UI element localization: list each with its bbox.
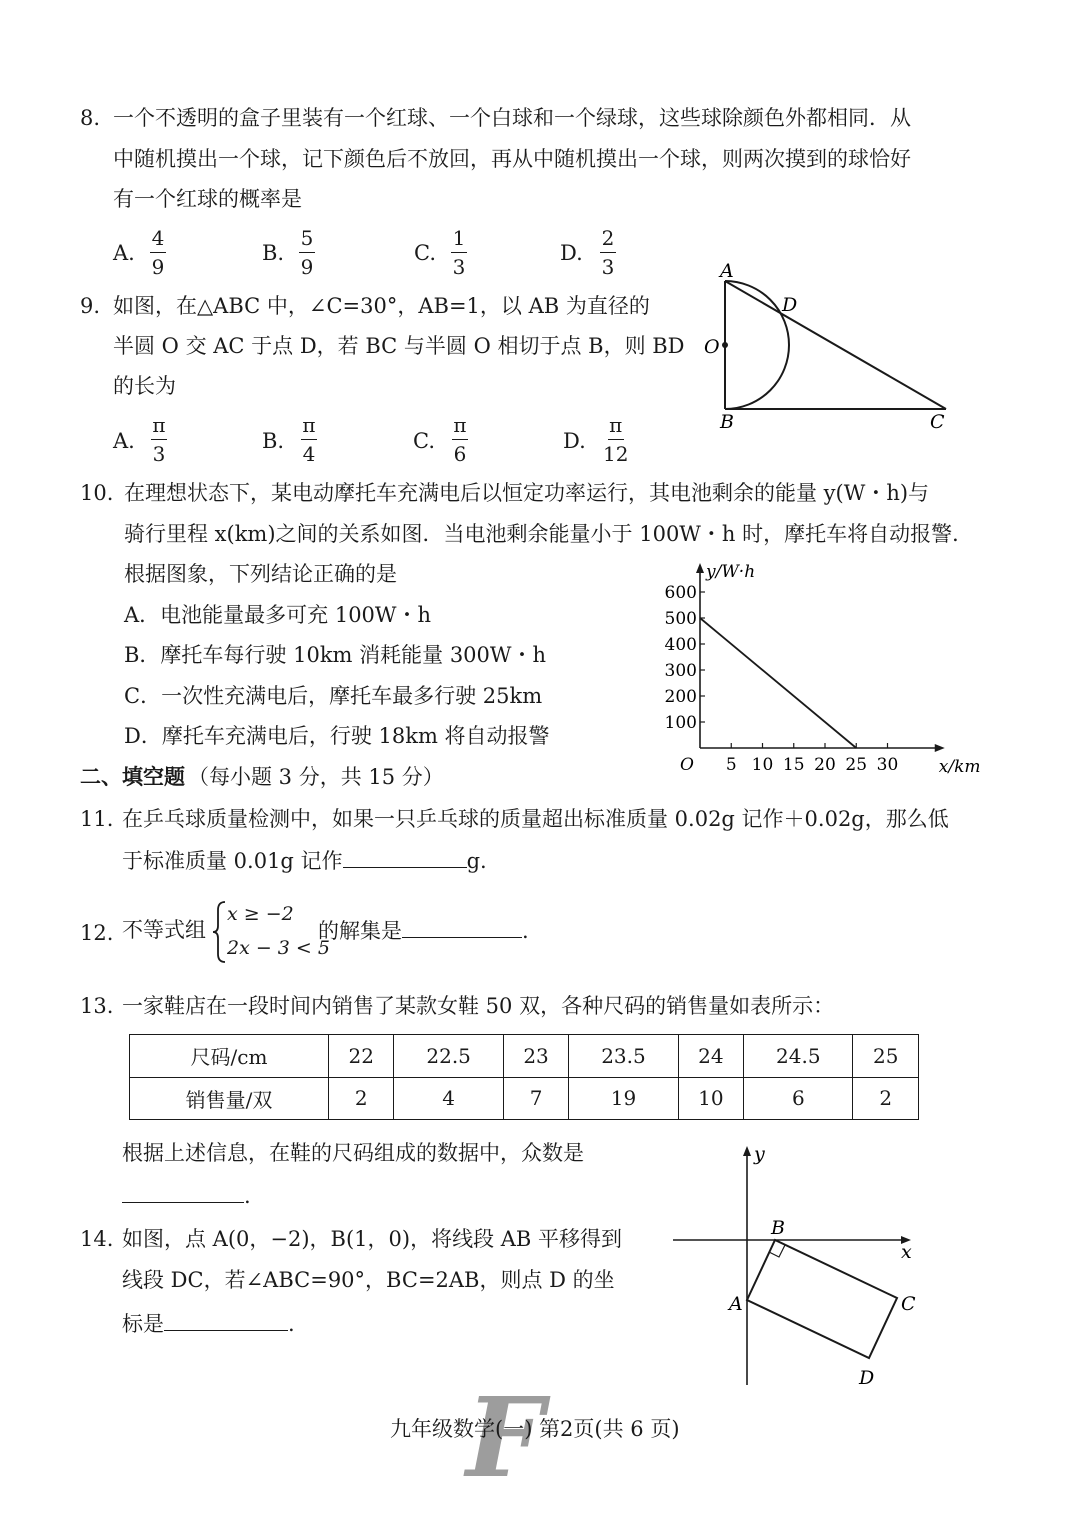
q9-option-d-fraction: π 12 (603, 413, 629, 466)
table-cell: 2 (329, 1077, 394, 1120)
q8-option-c-label: C. (414, 241, 436, 265)
q14-figure (665, 1140, 935, 1395)
row-header-sales: 销售量/双 (130, 1077, 329, 1120)
q12-pre: 不等式组 (122, 918, 206, 942)
page-footer: 九年级数学(一) 第2页(共 6 页) (390, 1417, 680, 1441)
q11-line2-post: g. (466, 849, 487, 873)
table-cell: 10 (678, 1077, 743, 1120)
table-cell: 22.5 (394, 1035, 503, 1078)
q9-line2: 半圆 O 交 AC 于点 D，若 BC 与半圆 O 相切于点 B，则 BD (113, 334, 685, 358)
table-cell: 6 (744, 1077, 853, 1120)
y-tick-label: 500 (664, 609, 697, 629)
x-tick-label: 5 (725, 755, 737, 775)
q13-answer-line (122, 1182, 251, 1209)
q9-option-a-fraction: π 3 (152, 413, 166, 466)
x-axis-arrow (935, 744, 945, 752)
section2-title: 二、填空题 (80, 764, 185, 789)
section2-note: （每小题 3 分，共 15 分） (188, 765, 444, 789)
q13-answer-blank[interactable] (122, 1182, 244, 1203)
row-header-size: 尺码/cm (130, 1035, 329, 1078)
y-tick-label: 100 (664, 713, 697, 733)
y-tick-label: 400 (664, 635, 697, 655)
q9-option-d-label: D. (563, 429, 586, 453)
label-d: D (782, 294, 798, 316)
q9-option-b-label: B. (262, 429, 285, 453)
q14-number: 14. (80, 1227, 114, 1251)
q8-option-b-fraction: 5 9 (300, 226, 314, 279)
y-axis-arrow (696, 563, 704, 573)
q12-inequality-2: 2x − 3 < 5 (227, 937, 330, 959)
chart-axes (680, 562, 981, 777)
q8-number: 8. (80, 106, 101, 130)
q10-option-a: A．电池能量最多可充 100W・h (124, 603, 432, 627)
q14-line1: 如图，点 A(0，−2)，B(1，0)，将线段 AB 平移得到 (122, 1227, 623, 1251)
label-a: A (720, 260, 734, 282)
table-cell: 7 (503, 1077, 568, 1120)
q14-line3-pre: 标是 (122, 1312, 164, 1336)
q9-line3: 的长为 (113, 374, 176, 398)
q14-line3 (122, 1310, 295, 1337)
series-line (700, 618, 856, 748)
q8-option-d-fraction: 2 3 (601, 226, 615, 279)
q9-option-a-label: A. (113, 429, 135, 453)
q12-number: 12. (80, 921, 114, 945)
label-o: O (704, 336, 720, 358)
q10-line1: 在理想状态下，某电动摩托车充满电后以恒定功率运行，其电池剩余的能量 y(W・h)与 (124, 481, 930, 505)
x-tick-label: 25 (845, 755, 868, 775)
table-cell: 24 (678, 1035, 743, 1078)
chart-series (700, 618, 856, 748)
q10-chart (655, 555, 981, 780)
q8-line2: 中随机摸出一个球，记下颜色后不放回，再从中随机摸出一个球，则两次摸到的球恰好 (113, 147, 911, 171)
watermark-logo: F (466, 1373, 545, 1502)
table-cell: 24.5 (744, 1035, 853, 1078)
q10-line2: 骑行里程 x(km)之间的关系如图．当电池剩余能量小于 100W・h 时，摩托车将自动报警． (124, 522, 974, 546)
q8-line1: 一个不透明的盒子里装有一个红球、一个白球和一个绿球，这些球除颜色外都相同．从 (113, 106, 911, 130)
q9-option-b-fraction: π 4 (302, 413, 316, 466)
q13-line2: 根据上述信息，在鞋的尺码组成的数据中，众数是 (122, 1141, 584, 1165)
segment-ac (725, 281, 946, 409)
q12-inequality-1: x ≥ −2 (227, 903, 294, 925)
parallelogram-abcd (747, 1240, 897, 1358)
table-row-sales (130, 1077, 919, 1120)
q13-end: . (244, 1184, 251, 1208)
label-b: B (720, 411, 734, 433)
q14-line2: 线段 DC，若∠ABC=90°，BC=2AB，则点 D 的坐 (122, 1268, 615, 1292)
label-d: D (859, 1367, 875, 1389)
q13-number: 13. (80, 994, 114, 1018)
q9-line1: 如图，在△ABC 中，∠C=30°，AB=1，以 AB 为直径的 (113, 294, 650, 318)
q9-number: 9. (80, 294, 101, 318)
q13-table (129, 1034, 919, 1120)
q11-answer-blank[interactable] (343, 847, 467, 868)
q12-brace (212, 900, 228, 964)
x-tick-label: 10 (751, 755, 774, 775)
q8-option-c-fraction: 1 3 (452, 226, 466, 279)
label-y: y (754, 1143, 765, 1165)
q11-line2-pre: 于标准质量 0.01g 记作 (122, 849, 343, 873)
q12-end: . (522, 919, 529, 943)
table-cell: 25 (853, 1035, 919, 1078)
label-b: B (771, 1217, 785, 1239)
table-cell: 22 (329, 1035, 394, 1078)
y-tick-label: 600 (664, 583, 697, 603)
q10-option-c: C．一次性充满电后，摩托车最多行驶 25km (124, 684, 543, 708)
q8-option-b-label: B. (262, 241, 285, 265)
q10-option-b: B．摩托车每行驶 10km 消耗能量 300W・h (124, 643, 547, 667)
q14-end: . (288, 1312, 295, 1336)
origin-label: O (680, 755, 694, 775)
q12-post: 的解集是 (318, 919, 402, 943)
q14-answer-blank[interactable] (164, 1310, 288, 1331)
q13-line1: 一家鞋店在一段时间内销售了某款女鞋 50 双，各种尺码的销售量如表所示： (122, 994, 835, 1018)
q9-option-c-label: C. (413, 429, 435, 453)
label-c: C (901, 1293, 916, 1315)
table-cell: 4 (394, 1077, 503, 1120)
y-tick-label: 300 (664, 661, 697, 681)
label-x: x (901, 1241, 912, 1263)
table-row-size (130, 1035, 919, 1078)
q8-option-a-fraction: 4 9 (151, 226, 165, 279)
q11-line2 (122, 847, 487, 874)
center-o-point (722, 342, 728, 348)
table-cell: 23 (503, 1035, 568, 1078)
x-tick-label: 20 (814, 755, 836, 775)
x-tick-label: 15 (782, 755, 805, 775)
q10-number: 10. (80, 481, 114, 505)
y-axis-arrow (743, 1146, 751, 1156)
q8-option-d-label: D. (560, 241, 583, 265)
q8-line3: 有一个红球的概率是 (113, 187, 302, 211)
x-tick-label: 30 (876, 755, 899, 775)
label-c: C (930, 411, 945, 433)
table-cell: 19 (569, 1077, 678, 1120)
table-cell: 2 (853, 1077, 919, 1120)
label-a: A (729, 1293, 743, 1315)
q12-answer-blank[interactable] (402, 917, 522, 938)
table-cell: 23.5 (569, 1035, 678, 1078)
x-axis-label: x/km (938, 757, 981, 777)
q10-line3: 根据图象，下列结论正确的是 (124, 562, 397, 586)
q10-option-d: D．摩托车充满电后，行驶 18km 将自动报警 (124, 724, 550, 748)
q9-figure (700, 255, 960, 435)
y-axis-label: y/W·h (706, 562, 756, 582)
q8-option-a-label: A. (113, 241, 135, 265)
y-tick-label: 200 (664, 687, 697, 707)
q11-number: 11. (80, 807, 114, 831)
q11-line1: 在乒乓球质量检测中，如果一只乒乓球的质量超出标准质量 0.02g 记作＋0.02g，那么低 (122, 807, 949, 831)
q12-post-line (318, 917, 529, 944)
q9-option-c-fraction: π 6 (453, 413, 467, 466)
